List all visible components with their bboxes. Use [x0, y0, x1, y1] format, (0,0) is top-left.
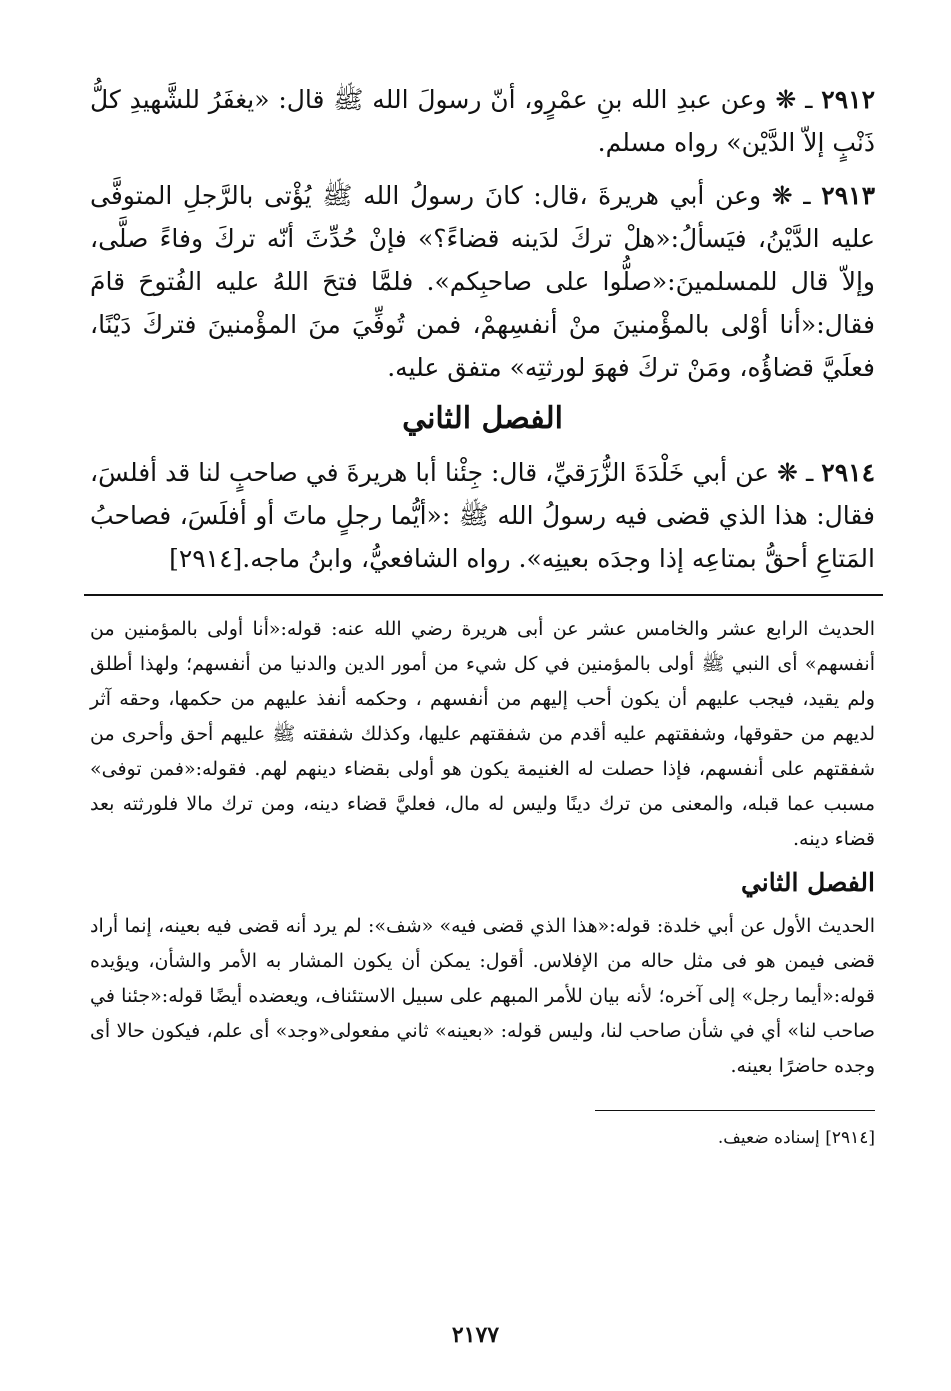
- hadith-number: ٢٩١٤: [821, 458, 876, 487]
- section-heading: الفصل الثاني: [402, 401, 563, 436]
- commentary-divider: [84, 594, 883, 596]
- hadith-2913: [90, 174, 875, 389]
- commentary-paragraph-1: الحديث الرابع عشر والخامس عشر عن أبى هريرة رضي الله عنه: قوله:«أنا أولى بالمؤمنين من أنفسهم» أى النبي ﷺ أولى بالمؤمنين في كل شيء من أمور الدين والدنيا من أنفسهم؛ ولهذا أطلق ولم يقيد، فيجب عليهم أن يكون أحب إليهم من أنفسهم ، وحكمه أنفذ عليهم من حكمها، وحقه آثر لديهم من حقوقها، وشفقتهم عليه أقدم من شفقتهم عليها، وكذلك شفقته ﷺ عليهم أحق وأحرى من شفقتهم على أنفسهم، فإذا حصلت له الغنيمة يكون هو أولى بقضاء دينهم لهم. فقوله:«فمن توفى» مسبب عما قبله، والمعنى من ترك دينًا وليس له مال، فعليَّ قضاء دينه، ومن ترك مالا فلورثته بعد قضاء دينه.: [90, 618, 875, 850]
- hadith-2912: [90, 78, 875, 164]
- commentary-section-heading: الفصل الثاني: [740, 868, 875, 897]
- hadith-text: ـ ❋ عن أبي خَلْدَةَ الزُّرَقيِّ، قال: جِئْنا أبا هريرةَ في صاحبٍ لنا قد أفلسَ، فقال: هذا الذي قضى فيه رسولُ الله ﷺ :«أيُّما رجلٍ ماتَ أو أفلَسَ، فصاحبُ المَتاعِ أحقُّ بمتاعِه إذا وجدَه بعينِه». رواه الشافعيُّ، وابنُ ماجه.[٢٩١٤]: [90, 458, 875, 573]
- hadith-number: ٢٩١٣: [821, 181, 875, 210]
- hadith-text: ـ ❋ وعن أبي هريرةَ ،قال: كانَ رسولُ الله ﷺ يُؤْتى بالرَّجلِ المتوفَّى عليه الدَّيْنُ، فيَسألُ:«هلْ تركَ لدَينه قضاءً؟» فإنْ حُدِّثَ أنّه تركَ وفاءً صلَّى، وإلاّ قال للمسلمينَ:«صلُّوا على صاحبِكم». فلمَّا فتحَ اللهُ عليه الفُتوحَ قامَ فقال:«أنا أوْلى بالمؤْمنينَ منْ أنفسِهمْ، فمن تُوفِّيَ منَ المؤْمنينَ فتركَ دَيْنًا، فعلَيَّ قضاؤُه، ومَنْ تركَ فهوَ لورثتِه» متفق عليه.: [90, 181, 875, 382]
- footnote: [٢٩١٤] إسناده ضعيف.: [717, 1128, 875, 1148]
- hadith-2914: [90, 451, 875, 580]
- page-number: ٢١٧٧: [451, 1322, 500, 1348]
- commentary-paragraph-2: الحديث الأول عن أبي خلدة: قوله:«هذا الذي قضى فيه» «شف»: لم يرد أنه قضى فيه بعينه، إنما أراد قضى فيمن هو فى مثل حاله من الإفلاس. أقول: يمكن أن يكون المشار به الأمر والشأن، ويؤيده قوله:«أيما رجل» إلى آخره؛ لأنه بيان للأمر المبهم على سبيل الاستئناف، ويعضده أيضًا قوله:«جئنا في صاحب لنا» أي في شأن صاحب لنا، وليس قوله: «بعينه» ثاني مفعولى«وجد» أى علم، فيكون حالا أى وجده حاضرًا بعينه.: [90, 915, 875, 1077]
- footnote-rule: [595, 1110, 875, 1111]
- hadith-number: ٢٩١٢: [821, 85, 875, 114]
- hadith-text: ـ ❋ وعن عبدِ الله بنِ عمْرٍو، أنّ رسولَ الله ﷺ قال: «يغفَرُ للشَّهيدِ كلُّ ذَنْبٍ إلاّ الدَّيْن» رواه مسلم.: [90, 85, 875, 157]
- page-body: [90, 78, 875, 1391]
